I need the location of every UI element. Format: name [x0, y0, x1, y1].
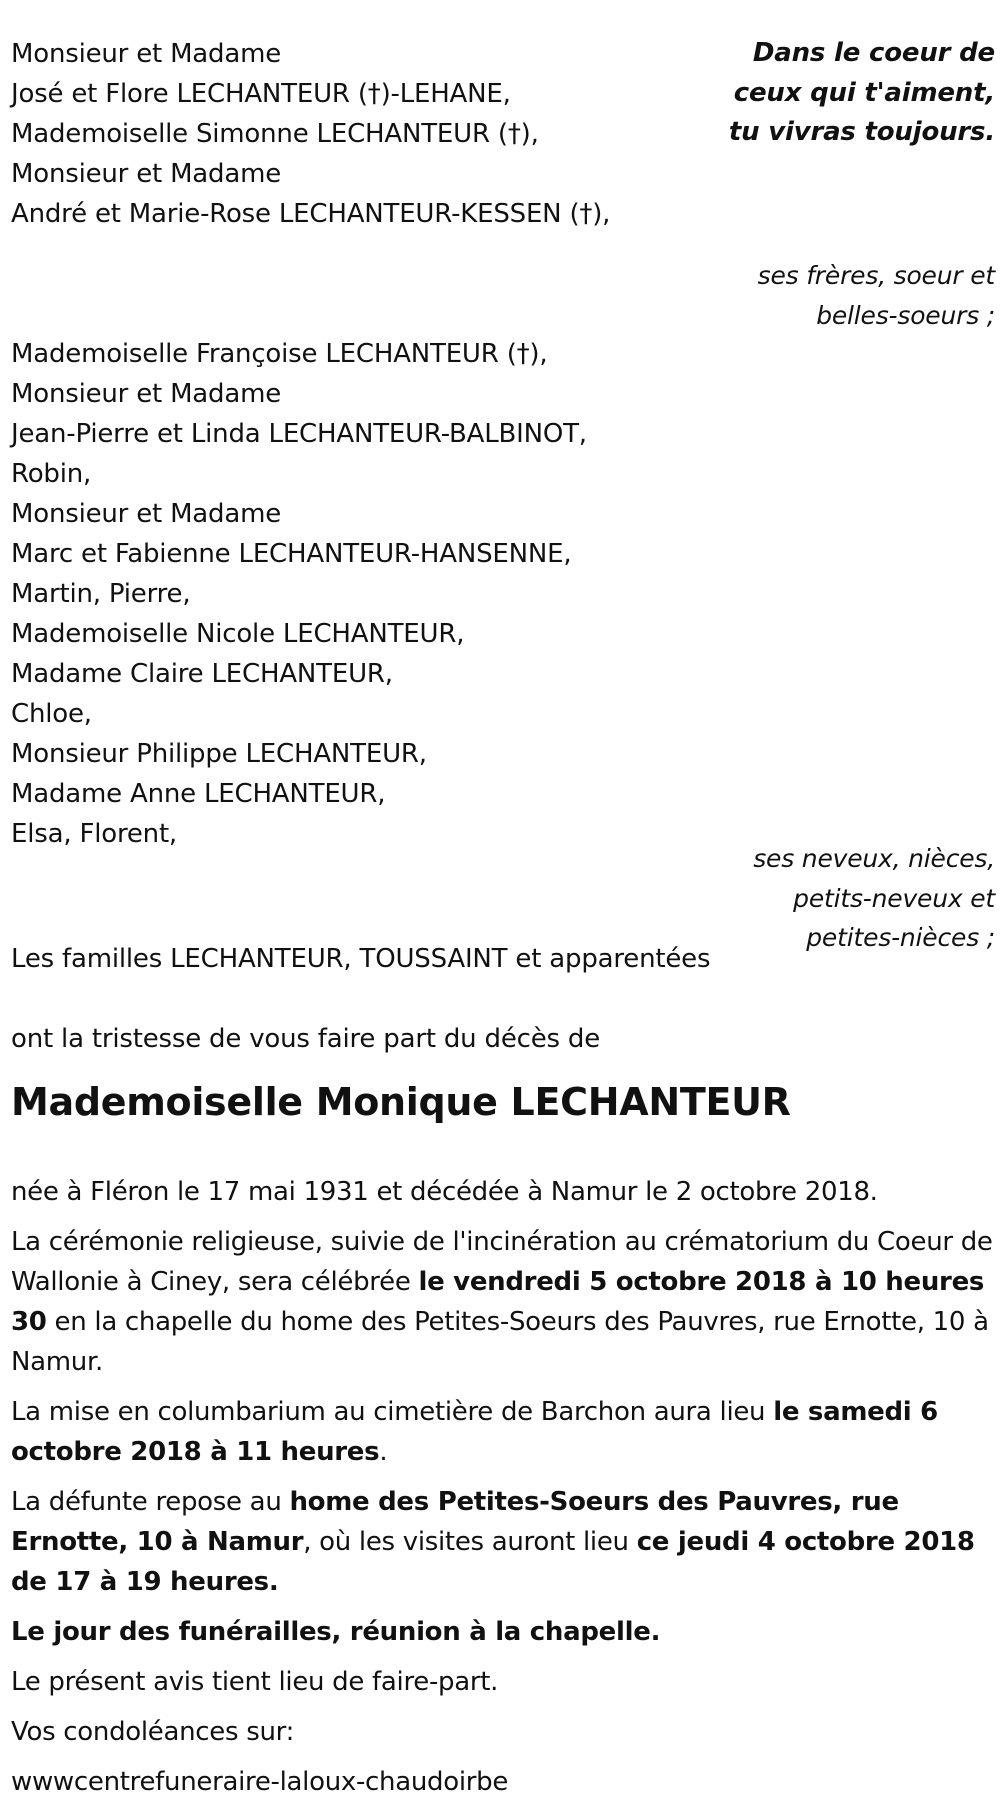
columbarium-datetime: le samedi 6 octobre 2018 à 11 heures: [11, 1397, 938, 1467]
visit-datetime: ce jeudi 4 octobre 2018 de 17 à 19 heures.: [11, 1527, 975, 1597]
nephews-relation: [695, 839, 995, 958]
ceremony-location: en la chapelle du home des Petites-Soeurs des Pauvres, rue Ernotte, 10 à Namur.: [11, 1307, 989, 1377]
family-line: Chloe,: [11, 699, 92, 729]
family-line: Robin,: [11, 459, 92, 489]
family-line: Monsieur et Madame: [11, 379, 281, 409]
columbarium-paragraph: [11, 1392, 996, 1472]
family-line: Monsieur et Madame: [11, 39, 281, 69]
funeral-details: [11, 1172, 996, 1812]
condolences-url[interactable]: wwwcentrefuneraire-laloux-chaudoirbe: [11, 1767, 509, 1797]
families-line: [11, 939, 731, 979]
quote-line: Dans le coeur de: [752, 38, 995, 68]
family-line: Marc et Fabienne LECHANTEUR-HANSENNE,: [11, 539, 572, 569]
relation-line: belles-soeurs ;: [816, 300, 995, 330]
condolences-label: Vos condoléances sur:: [11, 1717, 295, 1747]
relation-line: ses frères, soeur et: [757, 261, 995, 290]
reunion-text: Le jour des funérailles, réunion à la chapelle.: [11, 1617, 661, 1647]
family-line: Monsieur et Madame: [11, 499, 281, 529]
repose-text-2: , où les visites auront lieu: [303, 1527, 637, 1557]
family-line: Madame Claire LECHANTEUR,: [11, 659, 393, 689]
ceremony-text: La cérémonie religieuse, suivie de l'incinération au crématorium du Coeur de Wallonie à Ciney, sera célébrée: [11, 1227, 993, 1297]
repose-text: La défunte repose au: [11, 1487, 290, 1517]
relation-line: ses neveux, nièces,: [753, 844, 995, 873]
announcement-line: [11, 1019, 731, 1059]
family-line: Elsa, Florent,: [11, 819, 177, 849]
family-line: Martin, Pierre,: [11, 579, 191, 609]
columbarium-end: .: [379, 1437, 388, 1467]
quote-line: ceux qui t'aiment,: [733, 77, 995, 108]
family-line: Mademoiselle Nicole LECHANTEUR,: [11, 619, 465, 649]
family-line: André et Marie-Rose LECHANTEUR-KESSEN (†),: [11, 199, 611, 229]
family-line: Monsieur Philippe LECHANTEUR,: [11, 739, 427, 769]
families-text: Les familles LECHANTEUR, TOUSSAINT et apparentées: [11, 944, 711, 974]
deceased-name: Mademoiselle Monique LECHANTEUR: [11, 1080, 791, 1124]
relation-line: petites-nièces ;: [806, 923, 995, 952]
repose-location: home des Petites-Soeurs des Pauvres, rue Ernotte, 10 à Namur: [11, 1487, 899, 1557]
nephews-list: [11, 334, 731, 854]
ceremony-paragraph: [11, 1222, 996, 1382]
columbarium-text: La mise en columbarium au cimetière de Barchon aura lieu: [11, 1397, 774, 1427]
family-line: Madame Anne LECHANTEUR,: [11, 779, 386, 809]
relation-line: petits-neveux et: [793, 883, 995, 913]
reunion-paragraph: [11, 1612, 996, 1652]
quote-line: tu vivras toujours.: [728, 117, 995, 147]
birth-death-paragraph: née à Fléron le 17 mai 1931 et décédée à Namur le 2 octobre 2018.: [11, 1177, 878, 1207]
epitaph-quote: [695, 34, 995, 153]
family-line: Jean-Pierre et Linda LECHANTEUR-BALBINOT,: [11, 419, 587, 449]
ceremony-datetime: le vendredi 5 octobre 2018 à 10 heures 30: [11, 1267, 985, 1337]
siblings-relation: [695, 256, 995, 335]
family-line: Mademoiselle Simonne LECHANTEUR (†),: [11, 119, 539, 149]
siblings-list: [11, 34, 731, 234]
announcement-text: ont la tristesse de vous faire part du décès de: [11, 1024, 601, 1054]
repose-paragraph: [11, 1482, 996, 1602]
family-line: José et Flore LECHANTEUR (†)-LEHANE,: [11, 79, 511, 109]
faire-part-paragraph: Le présent avis tient lieu de faire-part.: [11, 1667, 499, 1697]
family-line: Monsieur et Madame: [11, 159, 281, 189]
family-line: Mademoiselle Françoise LECHANTEUR (†),: [11, 339, 548, 369]
